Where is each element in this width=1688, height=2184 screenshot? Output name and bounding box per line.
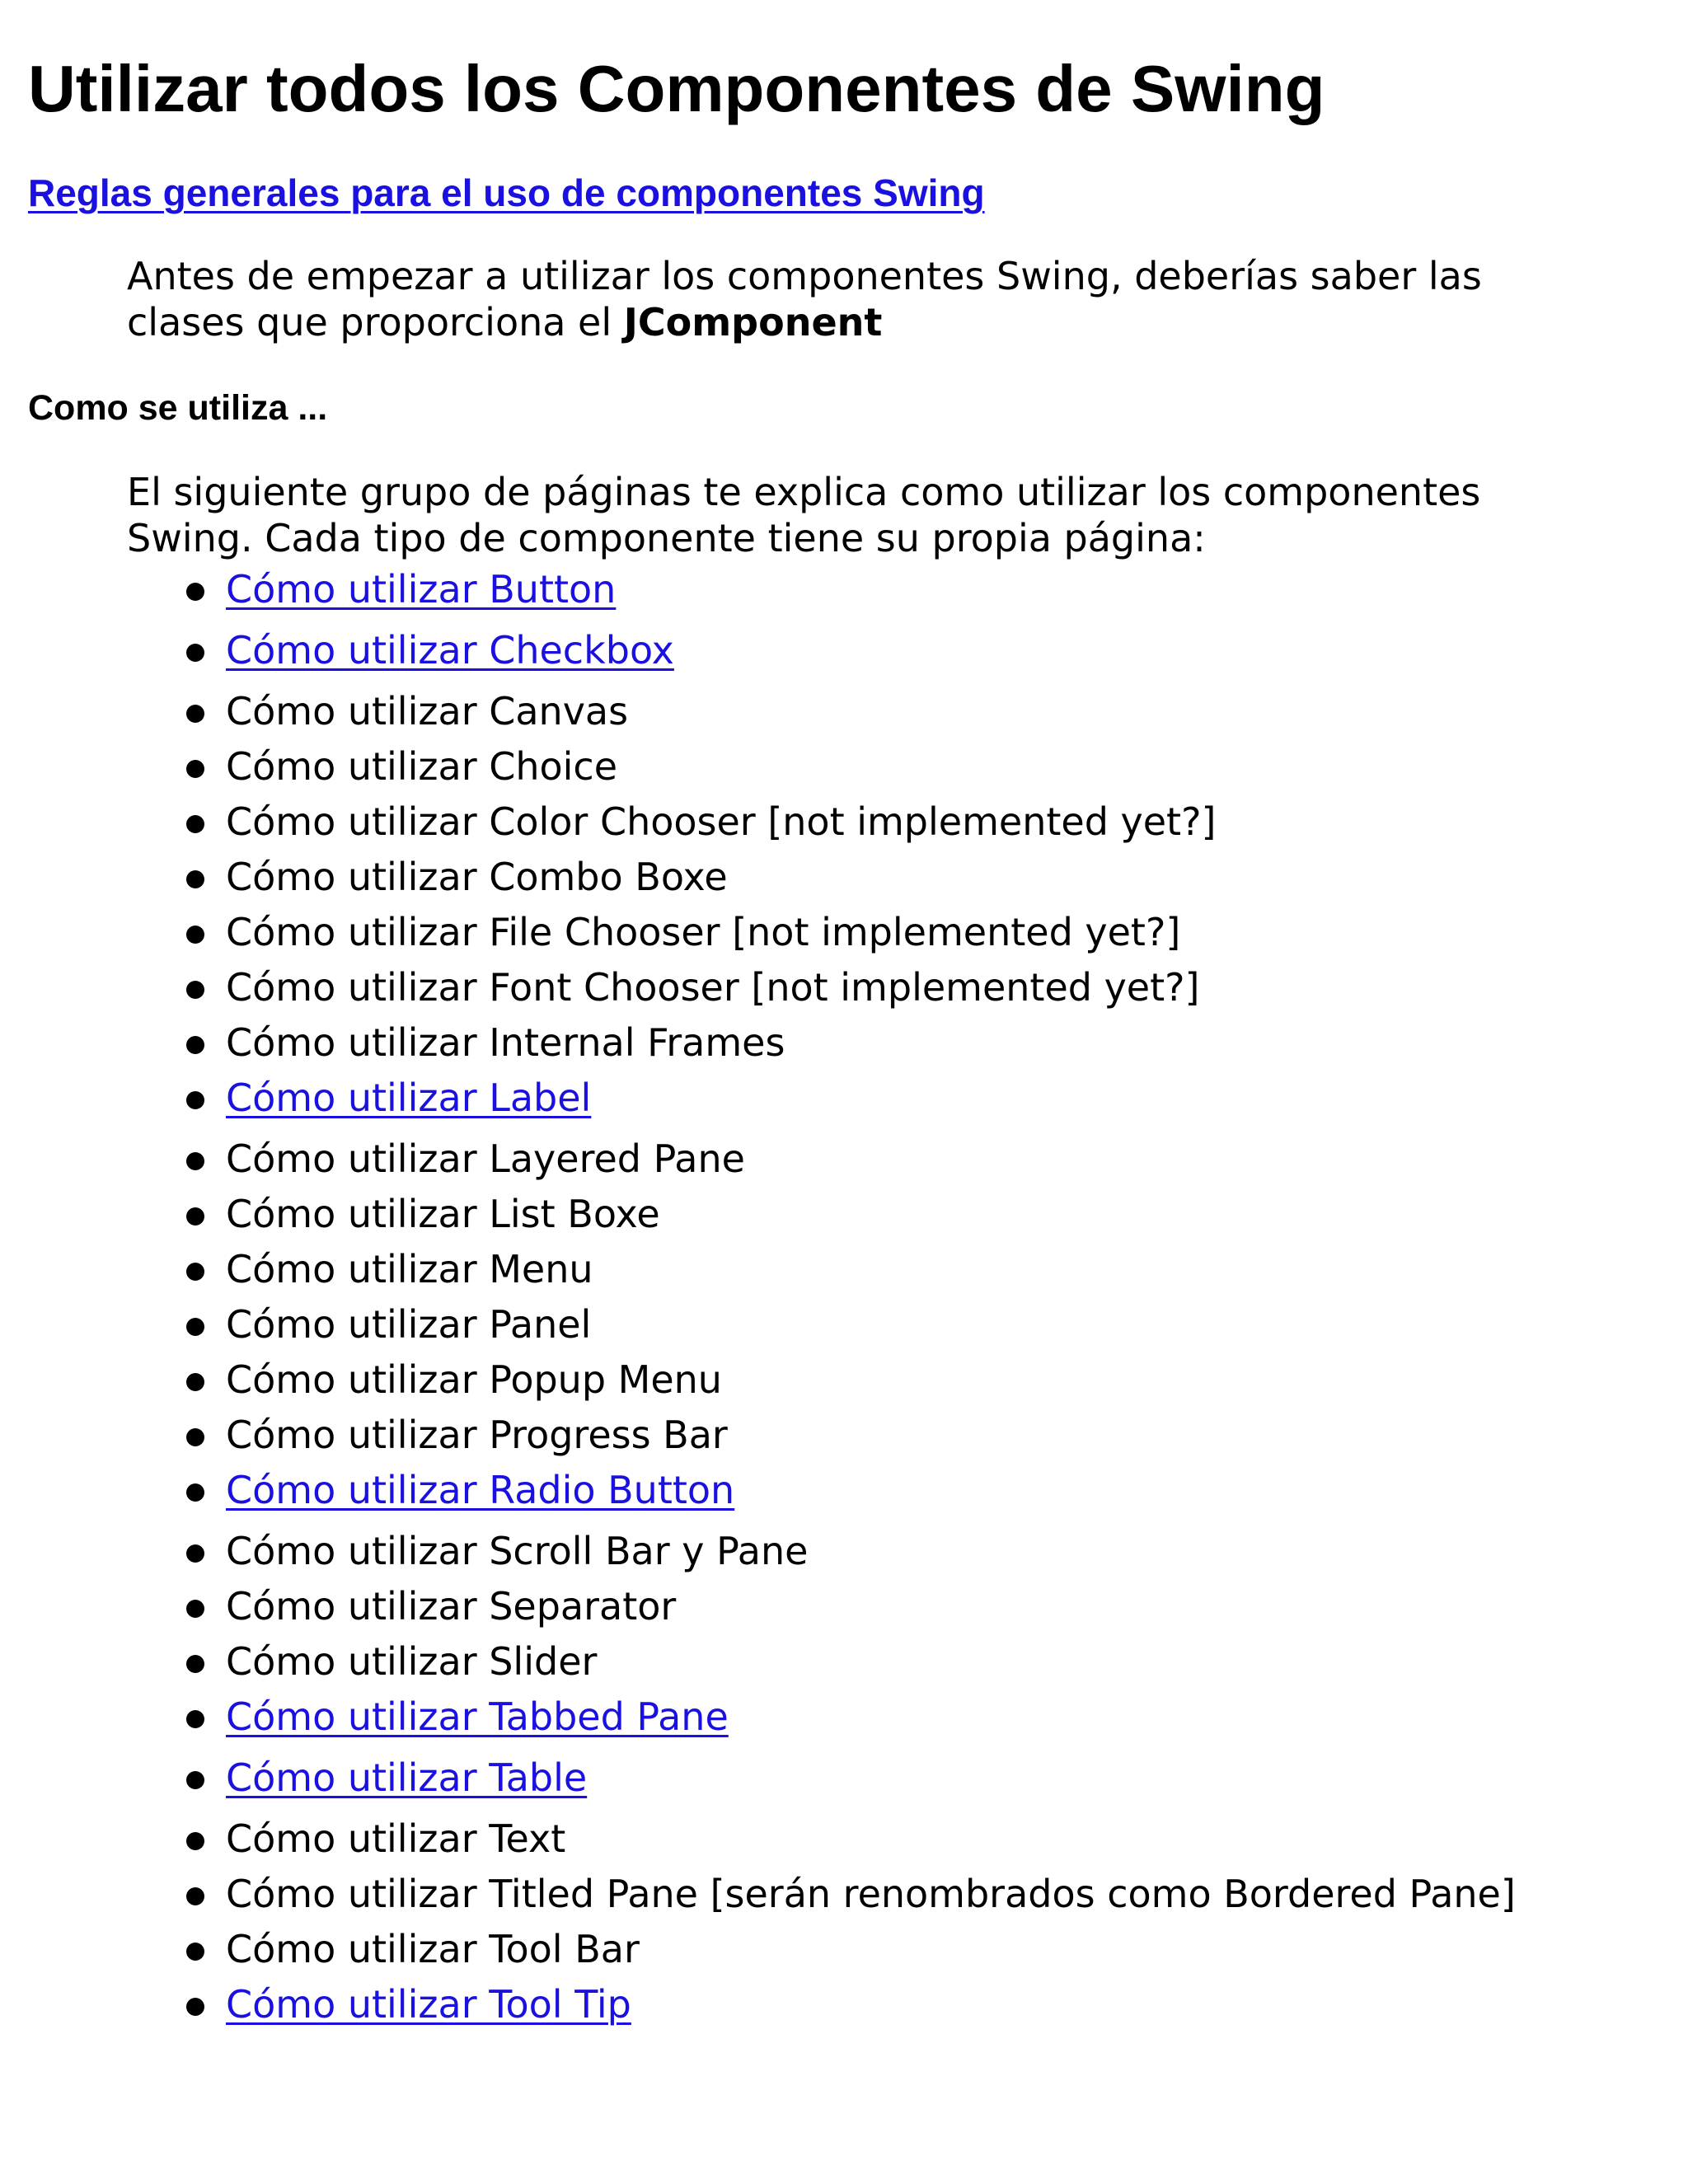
bullet-icon <box>186 705 204 723</box>
bullet-icon <box>186 1600 204 1618</box>
bullet-icon <box>186 1655 204 1673</box>
component-link[interactable]: Cómo utilizar Button <box>226 567 617 612</box>
list-item <box>127 1638 1594 1694</box>
list-container <box>127 566 1594 2042</box>
bullet-icon <box>186 1207 204 1226</box>
component-label: Cómo utilizar Panel <box>226 1302 592 1347</box>
list-item <box>127 1246 1594 1301</box>
bullet-icon <box>186 760 204 778</box>
list-item <box>127 964 1594 1019</box>
list-item[interactable] <box>127 1075 1594 1136</box>
bullet-icon <box>186 870 204 888</box>
jcomponent-term: JComponent <box>623 300 883 344</box>
list-item <box>127 799 1594 854</box>
list-item[interactable] <box>127 1755 1594 1816</box>
bullet-icon <box>186 583 204 601</box>
intro-text: Antes de empezar a utilizar los componentes Swing, deberías saber las clases que proporciona el <box>127 254 1482 344</box>
bullet-icon <box>186 1544 204 1563</box>
list-item <box>127 1301 1594 1357</box>
bullet-icon <box>186 1832 204 1850</box>
list-item[interactable] <box>127 1981 1594 2042</box>
list-item <box>127 1871 1594 1926</box>
component-label: Cómo utilizar Tool Bar <box>226 1927 640 1971</box>
bullet-icon <box>186 1771 204 1789</box>
component-label: Cómo utilizar Progress Bar <box>226 1413 728 1457</box>
list-item <box>127 1926 1594 1981</box>
list-item <box>127 1412 1594 1467</box>
component-link[interactable]: Cómo utilizar Label <box>226 1076 592 1120</box>
bullet-icon <box>186 1943 204 1961</box>
page-title: Utilizar todos los Componentes de Swing <box>28 52 1325 125</box>
bullet-icon <box>186 1036 204 1054</box>
bullet-icon <box>186 1710 204 1728</box>
bullet-icon <box>186 815 204 833</box>
list-item <box>127 1816 1594 1871</box>
bullet-icon <box>186 644 204 662</box>
list-item <box>127 743 1594 799</box>
list-item <box>127 688 1594 743</box>
component-link[interactable]: Cómo utilizar Checkbox <box>226 628 674 673</box>
bullet-icon <box>186 1483 204 1502</box>
bullet-icon <box>186 1152 204 1170</box>
list-item[interactable] <box>127 627 1594 688</box>
list-item <box>127 909 1594 964</box>
component-link[interactable]: Cómo utilizar Tool Tip <box>226 1982 631 2027</box>
bullet-icon <box>186 981 204 999</box>
how-to-heading: Como se utiliza ... <box>28 388 328 428</box>
list-item <box>127 1136 1594 1191</box>
component-label: Cómo utilizar Separator <box>226 1584 677 1629</box>
bullet-icon <box>186 1091 204 1109</box>
component-label: Cómo utilizar Slider <box>226 1639 598 1684</box>
bullet-icon <box>186 1887 204 1905</box>
component-label: Cómo utilizar Color Chooser [not implemented yet?] <box>226 799 1217 844</box>
list-item[interactable] <box>127 1467 1594 1528</box>
component-label: Cómo utilizar Titled Pane [serán renombrados como Bordered Pane] <box>226 1872 1516 1916</box>
component-link[interactable]: Cómo utilizar Radio Button <box>226 1468 735 1512</box>
component-label: Cómo utilizar Font Chooser [not implemented yet?] <box>226 965 1200 1010</box>
bullet-icon <box>186 1263 204 1281</box>
list-item <box>127 854 1594 909</box>
component-label: Cómo utilizar Layered Pane <box>226 1137 745 1181</box>
component-label: Cómo utilizar Choice <box>226 744 618 789</box>
component-label: Cómo utilizar List Boxe <box>226 1192 660 1236</box>
component-label: Cómo utilizar Popup Menu <box>226 1357 722 1402</box>
list-item[interactable] <box>127 1694 1594 1755</box>
bullet-icon <box>186 1373 204 1391</box>
component-link[interactable]: Cómo utilizar Table <box>226 1755 588 1800</box>
list-item[interactable] <box>127 566 1594 627</box>
list-item <box>127 1583 1594 1638</box>
document-page <box>28 0 1660 2042</box>
component-label: Cómo utilizar Scroll Bar y Pane <box>226 1529 809 1573</box>
bullet-icon <box>186 1428 204 1446</box>
rules-link[interactable]: Reglas generales para el uso de componentes Swing <box>28 171 985 214</box>
list-item <box>127 1019 1594 1075</box>
component-list <box>127 566 1594 2042</box>
description-paragraph: El siguiente grupo de páginas te explica como utilizar los componentes Swing. Cada tipo de componente tiene su propia página: <box>127 470 1481 560</box>
list-item <box>127 1528 1594 1583</box>
intro-paragraph <box>127 253 1594 345</box>
component-link[interactable]: Cómo utilizar Tabbed Pane <box>226 1694 729 1739</box>
list-item <box>127 1357 1594 1412</box>
bullet-icon <box>186 1998 204 2016</box>
component-label: Cómo utilizar Canvas <box>226 689 629 733</box>
component-label: Cómo utilizar Menu <box>226 1247 593 1291</box>
component-label: Cómo utilizar Internal Frames <box>226 1020 785 1065</box>
component-label: Cómo utilizar Text <box>226 1816 566 1861</box>
bullet-icon <box>186 1318 204 1336</box>
list-item <box>127 1191 1594 1246</box>
component-label: Cómo utilizar Combo Boxe <box>226 855 728 899</box>
component-label: Cómo utilizar File Chooser [not implemented yet?] <box>226 910 1181 954</box>
bullet-icon <box>186 926 204 944</box>
